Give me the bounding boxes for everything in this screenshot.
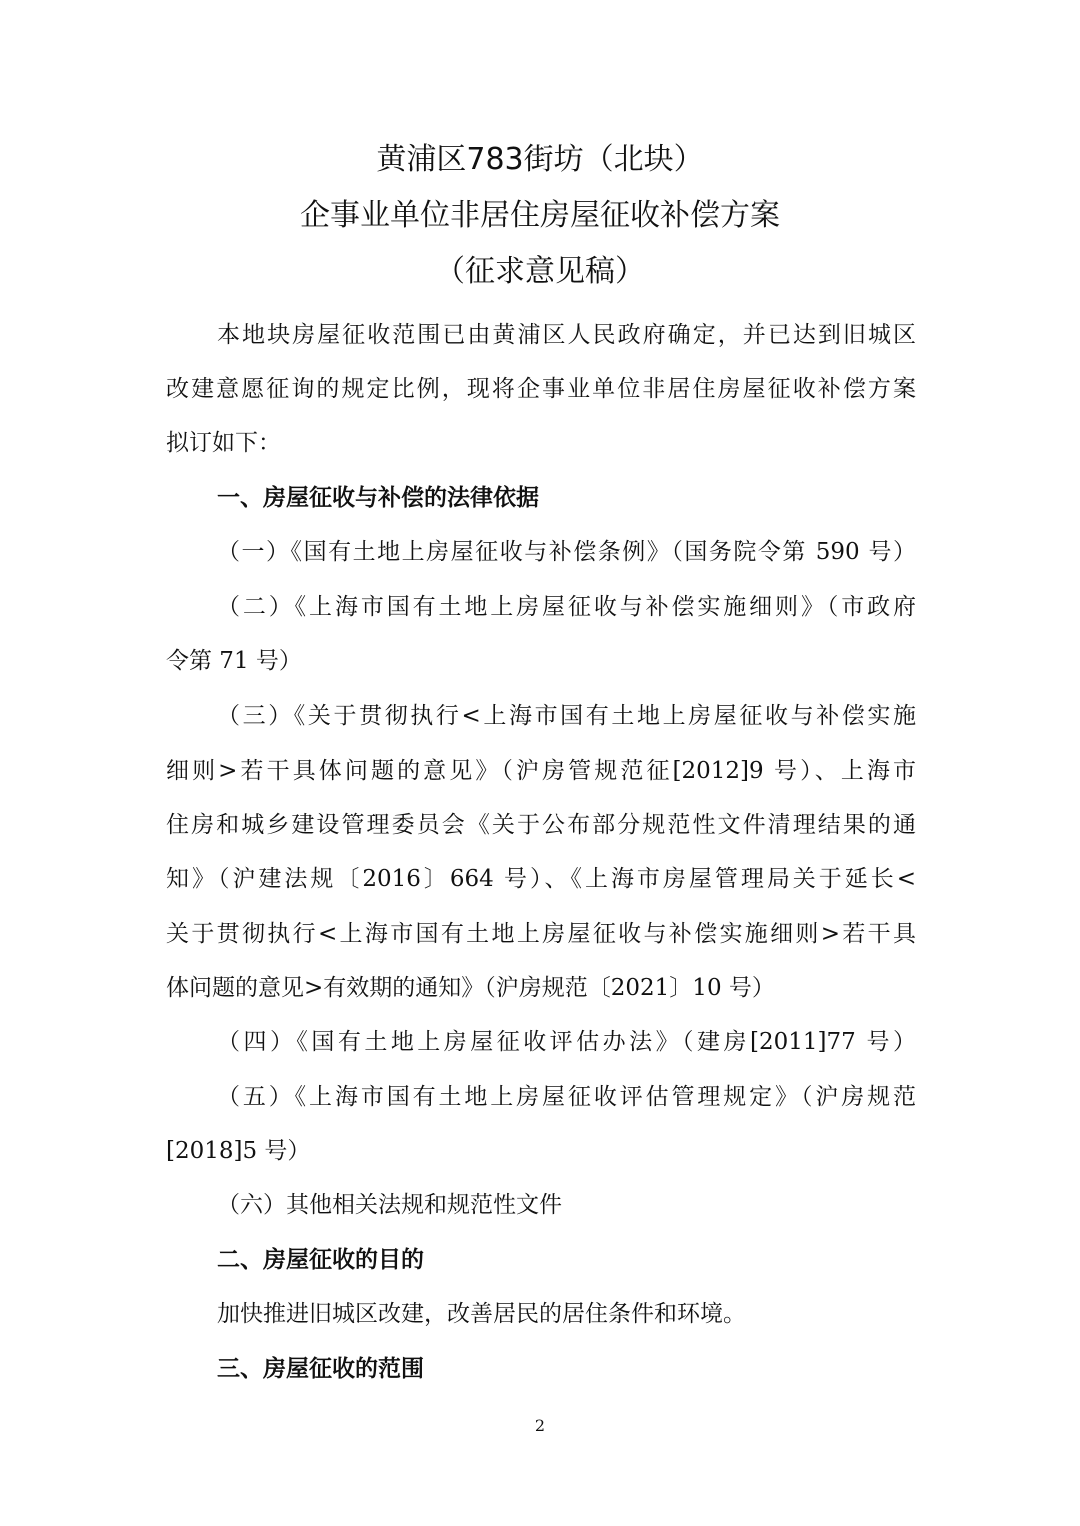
- basis-item-5-line-2: [2018]5 号）: [166, 1138, 311, 1164]
- basis-item-3-line-3: 住房和城乡建设管理委员会《关于公布部分规范性文件清理结果的通: [166, 812, 916, 838]
- basis-item-5-line-1: （五）《上海市国有土地上房屋征收评估管理规定》（沪房规范: [217, 1084, 916, 1110]
- intro-line-3: 拟订如下：: [166, 430, 281, 456]
- intro-line-2: 改建意愿征询的规定比例，现将企事业单位非居住房屋征收补偿方案: [166, 376, 916, 402]
- basis-item-1-line-1: （一）《国有土地上房屋征收与补偿条例》（国务院令第 590 号）: [217, 539, 916, 565]
- basis-item-2-line-1: （二）《上海市国有土地上房屋征收与补偿实施细则》（市政府: [217, 594, 916, 620]
- page-number: 2: [534, 1416, 546, 1435]
- document-title-line-2: 企事业单位非居住房屋征收补偿方案: [300, 198, 780, 233]
- section-1-heading: 一、房屋征收与补偿的法律依据: [217, 485, 539, 511]
- basis-item-4-line-1: （四）《国有土地上房屋征收评估办法》（建房[2011]77 号）: [217, 1029, 916, 1055]
- basis-item-3-line-4: 知》（沪建法规〔2016〕664 号）、《上海市房屋管理局关于延长<: [166, 866, 916, 892]
- basis-item-3-line-1: （三）《关于贯彻执行<上海市国有土地上房屋征收与补偿实施: [217, 703, 916, 729]
- basis-item-2-line-2: 令第 71 号）: [166, 648, 302, 674]
- basis-item-3-line-6: 体问题的意见>有效期的通知》（沪房规范〔2021〕10 号）: [166, 975, 775, 1001]
- basis-item-3-line-5: 关于贯彻执行<上海市国有土地上房屋征收与补偿实施细则>若干具: [166, 921, 916, 947]
- document-title-line-1: 黄浦区783街坊（北块）: [376, 142, 704, 177]
- section-2-heading: 二、房屋征收的目的: [217, 1247, 424, 1273]
- basis-item-6-line-1: （六）其他相关法规和规范性文件: [217, 1192, 562, 1218]
- section-2-text: 加快推进旧城区改建，改善居民的居住条件和环境。: [217, 1301, 746, 1327]
- section-3-heading: 三、房屋征收的范围: [217, 1356, 424, 1382]
- basis-item-3-line-2: 细则>若干具体问题的意见》（沪房管规范征[2012]9 号）、上海市: [166, 758, 916, 784]
- intro-line-1: 本地块房屋征收范围已由黄浦区人民政府确定，并已达到旧城区: [217, 322, 916, 348]
- document-subtitle: （征求意见稿）: [435, 254, 645, 289]
